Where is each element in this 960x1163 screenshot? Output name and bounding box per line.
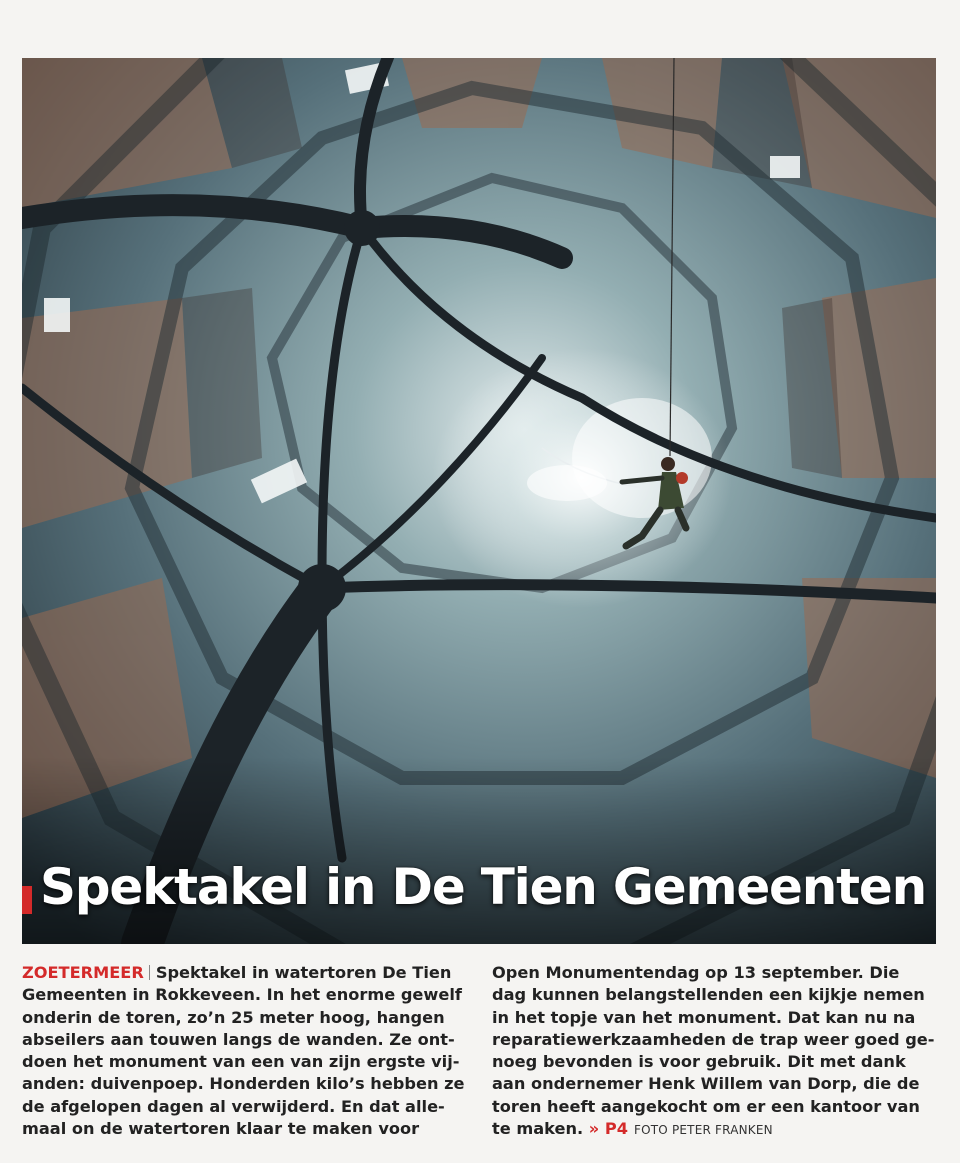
column-line: [22, 962, 454, 984]
column-line-last: [492, 1118, 932, 1141]
column-line: Open Monumentendag op 13 september. Die: [492, 963, 900, 982]
dateline: ZOETERMEER: [22, 963, 144, 982]
column-line: onderin de toren, zo’n 25 meter hoog, hangen: [22, 1007, 445, 1027]
column-line: in het topje van het monument. Dat kan nu na: [492, 1007, 916, 1027]
column-line: anden: duivenpoep. Honderden kilo’s hebben ze: [22, 1074, 465, 1094]
column-line: dag kunnen belangstellenden een kijkje nemen: [492, 985, 925, 1005]
page-reference-arrow: »: [588, 1119, 600, 1139]
headline: Spektakel in De Tien Gemeenten: [40, 858, 926, 916]
headline-accent-bar: [22, 886, 32, 914]
column-line: noeg bevonden is voor gebruik. Dit met dank: [492, 1052, 906, 1072]
column-line: abseilers aan touwen langs de wanden. Ze ont-: [22, 1029, 455, 1049]
page-reference: P4: [604, 1119, 629, 1139]
column-line: aan ondernemer Henk Willem van Dorp, die de: [492, 1074, 920, 1094]
last-line-text: te maken.: [492, 1119, 584, 1139]
column-line: toren heeft aangekocht om er een kantoor van: [492, 1096, 920, 1116]
photo-credit: FOTO PETER FRANKEN: [634, 1123, 773, 1138]
column-line: doen het monument van een van zijn ergste vij-: [22, 1052, 460, 1072]
photo-illustration: [22, 58, 936, 944]
article-column-right: [492, 962, 935, 1141]
column-line: reparatiewerkzaamheden de trap weer goed ge-: [492, 1029, 935, 1049]
dateline-separator: [149, 965, 150, 980]
watertower-interior-photo: [22, 58, 936, 944]
column-line: maal on de watertoren klaar te maken voor: [22, 1119, 420, 1139]
column-line: de afgelopen dagen al verwijderd. En dat alle-: [22, 1096, 445, 1116]
article-column-left: [22, 962, 465, 1140]
column-line: Gemeenten in Rokkeveen. In het enorme gewelf: [22, 985, 462, 1005]
column-line-text: Spektakel in watertoren De Tien: [155, 963, 452, 982]
